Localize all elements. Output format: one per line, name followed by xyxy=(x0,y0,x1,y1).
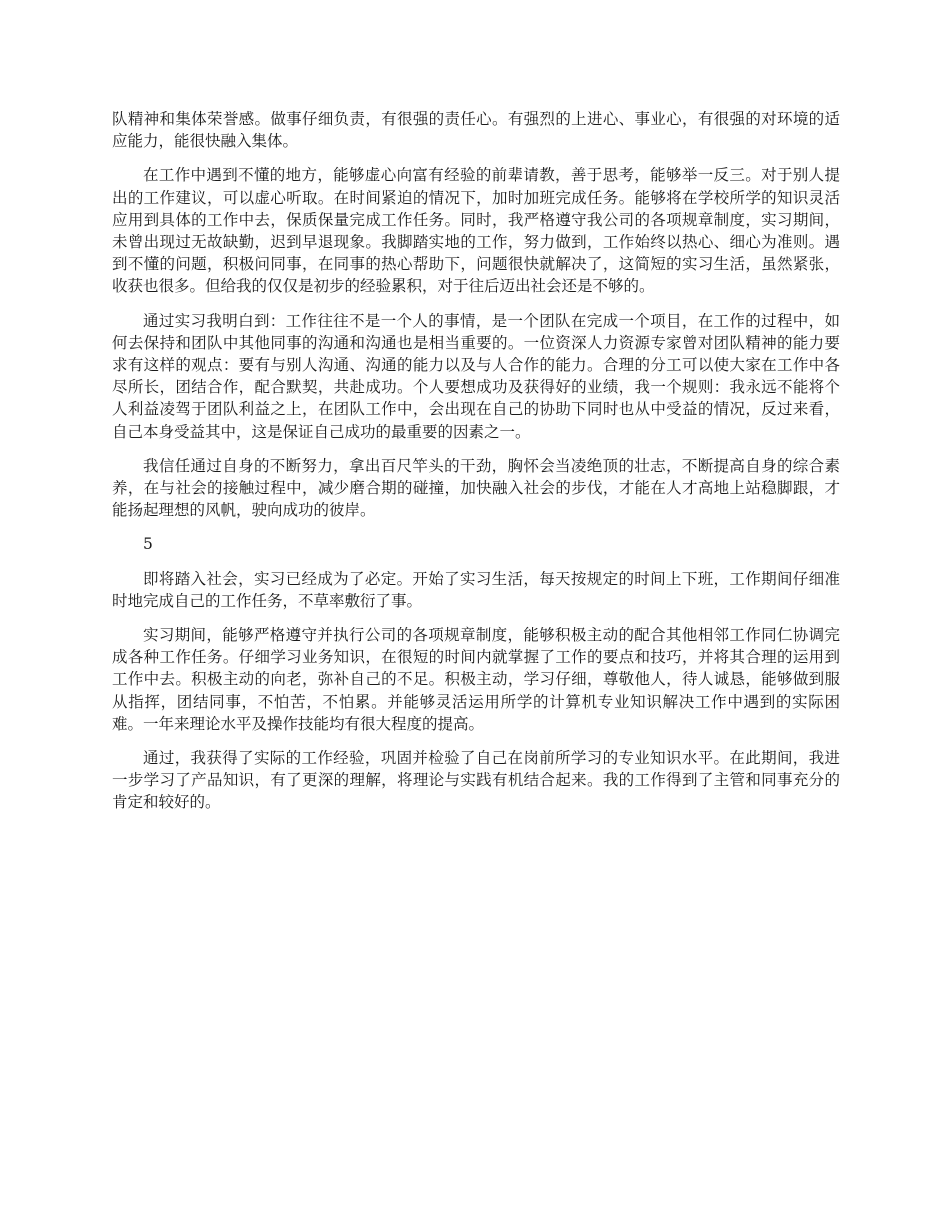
paragraph-1: 队精神和集体荣誉感。做事仔细负责，有很强的责任心。有强烈的上进心、事业心，有很强的对环境的适应能力，能很快融入集体。 xyxy=(112,110,840,151)
paragraph-7: 通过，我获得了实际的工作经验，巩固并检验了自己在岗前所学习的专业知识水平。在此期间，我进一步学习了产品知识，有了更深的理解，将理论与实践有机结合起来。我的工作得到了主管和同事充分的肯定和较好的。 xyxy=(112,749,840,812)
paragraph-2: 在工作中遇到不懂的地方，能够虚心向富有经验的前辈请教，善于思考，能够举一反三。对于别人提出的工作建议，可以虚心听取。在时间紧迫的情况下，加时加班完成任务。能够将在学校所学的知识灵活应用到具体的工作中去，保质保量完成工作任务。同时，我严格遵守我公司的各项规章制度，实习期间，未曾出现过无故缺勤，迟到早退现象。我脚踏实地的工作，努力做到，工作始终以热心、细心为准则。遇到不懂的问题，积极问同事，在同事的热心帮助下，问题很快就解决了，这简短的实习生活，虽然紧张，收获也很多。但给我的仅仅是初步的经验累积，对于往后迈出社会还是不够的。 xyxy=(112,166,840,296)
section-number: 5 xyxy=(143,535,153,554)
paragraph-3: 通过实习我明白到：工作往往不是一个人的事情，是一个团队在完成一个项目，在工作的过程中，如何去保持和团队中其他同事的沟通和沟通也是相当重要的。一位资深人力资源专家曾对团队精神的能力要求有这样的观点：要有与别人沟通、沟通的能力以及与人合作的能力。合理的分工可以使大家在工作中各尽所长，团结合作，配合默契，共赴成功。个人要想成功及获得好的业绩，我一个规则：我永远不能将个人利益凌驾于团队利益之上，在团队工作中，会出现在自己的协助下同时也从中受益的情况，反过来看，自己本身受益其中，这是保证自己成功的最重要的因素之一。 xyxy=(112,311,840,441)
paragraph-6: 实习期间，能够严格遵守并执行公司的各项规章制度，能够积极主动的配合其他相邻工作同仁协调完成各种工作任务。仔细学习业务知识，在很短的时间内就掌握了工作的要点和技巧，并将其合理的运用到工作中去。积极主动的向老，弥补自己的不足。积极主动，学习仔细，尊敬他人，待人诚恳，能够做到服从指挥，团结同事，不怕苦，不怕累。并能够灵活运用所学的计算机专业知识解决工作中遇到的实际困难。一年来理论水平及操作技能均有很大程度的提高。 xyxy=(112,626,840,733)
paragraph-5: 即将踏入社会，实习已经成为了必定。开始了实习生活，每天按规定的时间上下班，工作期间仔细准时地完成自己的工作任务，不草率敷衍了事。 xyxy=(112,569,840,610)
document-page xyxy=(112,108,840,826)
paragraph-4: 我信任通过自身的不断努力，拿出百尺竿头的干劲，胸怀会当凌绝顶的壮志，不断提高自身的综合素养，在与社会的接触过程中，减少磨合期的碰撞，加快融入社会的步伐，才能在人才高地上站稳脚跟，才能扬起理想的风帆，驶向成功的彼岸。 xyxy=(112,456,840,520)
